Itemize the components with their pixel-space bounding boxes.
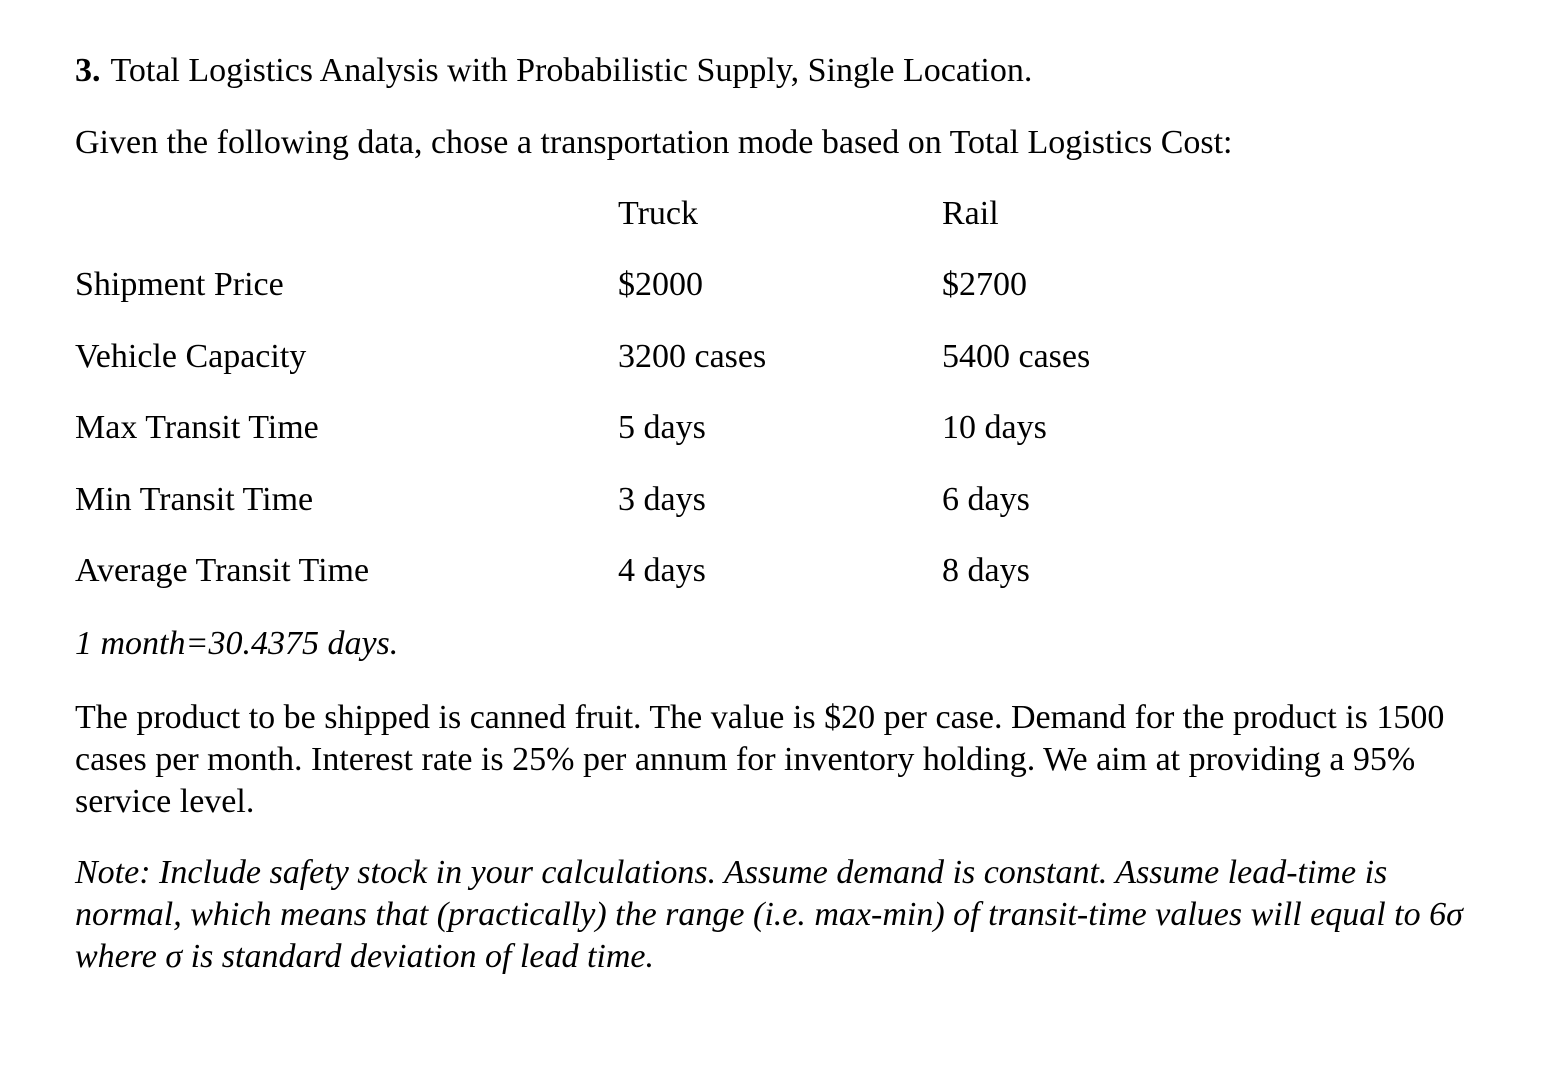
row-label: Average Transit Time — [75, 552, 370, 589]
rail-value: 10 days — [942, 409, 1047, 446]
truck-value: $2000 — [618, 266, 703, 303]
sigma-symbol: σ — [165, 938, 183, 975]
month-conversion-note: 1 month=30.4375 days. — [75, 625, 399, 662]
row-label: Shipment Price — [75, 266, 284, 303]
rail-value: 5400 cases — [942, 338, 1091, 375]
row-label: Max Transit Time — [75, 409, 319, 446]
note-text-part3: is standard deviation of lead time. — [182, 938, 654, 975]
assumption-note — [75, 852, 1490, 978]
column-header-truck: Truck — [618, 195, 698, 232]
rail-value: $2700 — [942, 266, 1027, 303]
row-label: Min Transit Time — [75, 481, 314, 518]
problem-title: Total Logistics Analysis with Probabilistic Supply, Single Location. — [110, 52, 1033, 89]
problem-number: 3. — [75, 52, 101, 89]
note-text-part1: Note: Include safety stock in your calculations. Assume demand is constant. Assume lead-time is normal, which means that (practically) the range (i.e. max-min) of transit-time values will equal to 6 — [75, 854, 1447, 933]
problem-heading — [75, 51, 1032, 91]
truck-value: 4 days — [618, 552, 706, 589]
rail-value: 6 days — [942, 481, 1030, 518]
problem-description: The product to be shipped is canned fruit. The value is $20 per case. Demand for the product is 1500 cases per month. Interest rate is 25% per annum for inventory holding. We aim at providing a 95% service level. — [75, 699, 1445, 820]
truck-value: 5 days — [618, 409, 706, 446]
problem-intro: Given the following data, chose a transportation mode based on Total Logistics Cost: — [75, 124, 1233, 161]
sigma-symbol: σ — [1446, 896, 1463, 933]
truck-value: 3 days — [618, 481, 706, 518]
row-label: Vehicle Capacity — [75, 338, 307, 375]
rail-value: 8 days — [942, 552, 1030, 589]
column-header-rail: Rail — [942, 195, 999, 232]
truck-value: 3200 cases — [618, 338, 767, 375]
note-text-part2: where — [75, 938, 166, 975]
